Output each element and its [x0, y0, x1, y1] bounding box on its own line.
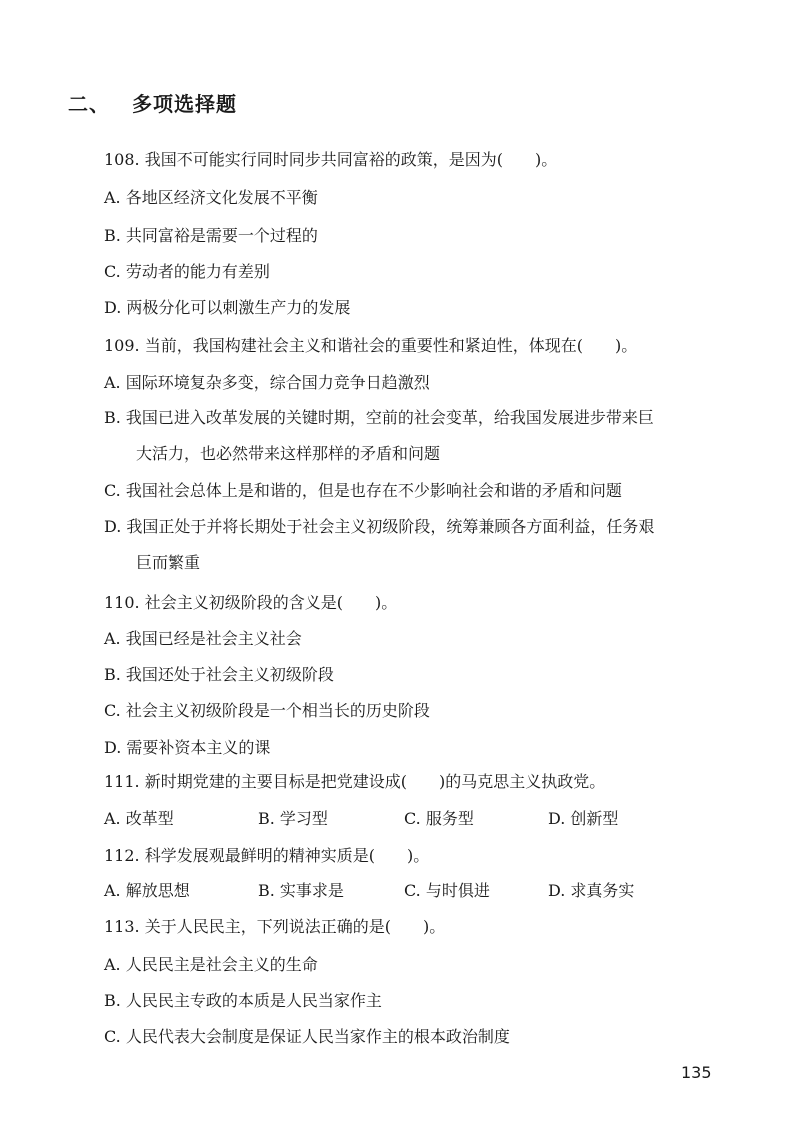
- question-108-option-b: B. 共同富裕是需要一个过程的: [104, 226, 318, 245]
- question-112-stem: 112. 科学发展观最鲜明的精神实质是( )。: [104, 846, 430, 865]
- question-113-stem: 113. 关于人民民主，下列说法正确的是( )。: [104, 917, 446, 936]
- question-112-option-d: D. 求真务实: [548, 881, 635, 900]
- question-112-option-b: B. 实事求是: [258, 881, 344, 900]
- question-112-option-c: C. 与时俱进: [404, 881, 490, 900]
- question-109-option-d-continued: 巨而繁重: [136, 553, 201, 572]
- section-title: 多项选择题: [132, 92, 237, 116]
- question-109-option-d: D. 我国正处于并将长期处于社会主义初级阶段，统筹兼顾各方面利益，任务艰: [104, 517, 655, 536]
- question-109-option-c: C. 我国社会总体上是和谐的，但是也存在不少影响社会和谐的矛盾和问题: [104, 481, 622, 500]
- question-109-option-a: A. 国际环境复杂多变，综合国力竞争日趋激烈: [104, 373, 430, 392]
- question-108-stem: 108. 我国不可能实行同时同步共同富裕的政策，是因为( )。: [104, 150, 558, 169]
- page-number: 135: [681, 1063, 712, 1082]
- question-111-option-c: C. 服务型: [404, 809, 474, 828]
- question-113-option-a: A. 人民民主是社会主义的生命: [104, 955, 318, 974]
- question-113-option-b: B. 人民民主专政的本质是人民当家作主: [104, 991, 382, 1010]
- section-number: 二、: [68, 92, 110, 116]
- question-109-option-b: B. 我国已进入改革发展的关键时期，空前的社会变革，给我国发展进步带来巨: [104, 408, 654, 427]
- question-109-option-b-continued: 大活力，也必然带来这样那样的矛盾和问题: [136, 444, 441, 463]
- question-108-option-a: A. 各地区经济文化发展不平衡: [104, 188, 318, 207]
- question-108-option-c: C. 劳动者的能力有差别: [104, 262, 270, 281]
- question-109-stem: 109. 当前，我国构建社会主义和谐社会的重要性和紧迫性，体现在( )。: [104, 336, 638, 355]
- question-112-option-a: A. 解放思想: [104, 881, 190, 900]
- question-111-stem: 111. 新时期党建的主要目标是把党建设成( )的马克思主义执政党。: [104, 772, 606, 791]
- question-110-option-b: B. 我国还处于社会主义初级阶段: [104, 665, 334, 684]
- question-110-option-d: D. 需要补资本主义的课: [104, 738, 271, 757]
- question-111-option-a: A. 改革型: [104, 809, 174, 828]
- question-110-option-a: A. 我国已经是社会主义社会: [104, 629, 302, 648]
- question-113-option-c: C. 人民代表大会制度是保证人民当家作主的根本政治制度: [104, 1027, 510, 1046]
- question-111-option-d: D. 创新型: [548, 809, 619, 828]
- section-heading: [68, 88, 237, 117]
- question-111-option-b: B. 学习型: [258, 809, 328, 828]
- question-110-option-c: C. 社会主义初级阶段是一个相当长的历史阶段: [104, 701, 430, 720]
- question-108-option-d: D. 两极分化可以刺激生产力的发展: [104, 298, 351, 317]
- question-110-stem: 110. 社会主义初级阶段的含义是( )。: [104, 593, 398, 612]
